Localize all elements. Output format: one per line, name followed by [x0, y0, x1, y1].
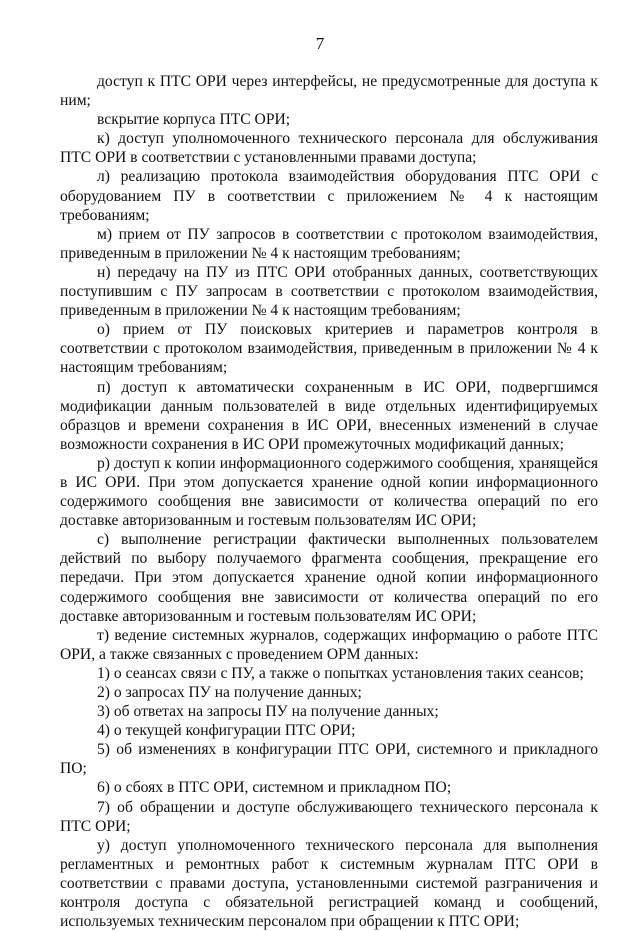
paragraph-access-interfaces: доступ к ПТС ОРИ через интерфейсы, не предусмотренные для доступа к ним;: [60, 73, 598, 110]
list-item-1: 1) о сеансах связи с ПУ, а также о попытках установления таких сеансов;: [97, 664, 584, 682]
paragraph-item-r: р) доступ к копии информационного содержимого сообщения, хранящейся в ИС ОРИ. При этом допускается хранение одной копии информационного содержимого сообщения вне зависимости от количества операций по его доставке авторизованным и гостевым пользователям ИС ОРИ;: [60, 454, 598, 530]
list-item-7: 7) об обращении и доступе обслуживающего технического персонала к ПТС ОРИ;: [60, 798, 598, 835]
list-item-6: 6) о сбоях в ПТС ОРИ, системном и прикладном ПО;: [97, 779, 452, 797]
paragraph-item-l: л) реализацию протокола взаимодействия оборудования ПТС ОРИ с оборудованием ПУ в соответствии с приложением № 4 к настоящим требованиям;: [60, 168, 598, 224]
page-number: 7: [315, 34, 325, 53]
paragraph-case-opening: вскрытие корпуса ПТС ОРИ;: [97, 111, 291, 129]
paragraph-item-n: н) передачу на ПУ из ПТС ОРИ отобранных данных, соответствующих поступившим с ПУ запросам в соответствии с протоколом взаимодействия, приведенным в приложении № 4 к настоящим требованиям;: [60, 263, 598, 320]
paragraph-item-p: п) доступ к автоматически сохраненным в ИС ОРИ, подвергшимся модификации данным пользователей в виде отдельных идентифицируемых образцов и времени сохранения в ИС ОРИ, внесенных изменений в случае возможности сохранения в ИС ОРИ промежуточных модификаций данных;: [60, 378, 598, 453]
paragraph-item-u: у) доступ уполномоченного технического персонала для выполнения регламентных и ремонтных работ к системным журналам ПТС ОРИ в соответствии с правами доступа, установленными системой разграничения и контроля доступа с обязательной регистрацией команд и сообщений, используемых техническим персоналом при обращении к ПТС ОРИ;: [60, 836, 598, 931]
document-body: [60, 72, 598, 931]
paragraph-item-t: т) ведение системных журналов, содержащих информацию о работе ПТС ОРИ, а также связанных с проведением ОРМ данных:: [60, 626, 598, 663]
list-item-3: 3) об ответах на запросы ПУ на получение данных;: [97, 703, 439, 721]
paragraph-item-k: к) доступ уполномоченного технического персонала для обслуживания ПТС ОРИ в соответствии с установленными правами доступа;: [60, 130, 598, 167]
paragraph-item-m: м) прием от ПУ запросов в соответствии с протоколом взаимодействия, приведенным в приложении № 4 к настоящим требованиям;: [60, 225, 598, 262]
paragraph-item-s: с) выполнение регистрации фактически выполненных пользователем действий по выбору получаемого фрагмента сообщения, прекращение его передачи. При этом допускается хранение одной копии информационного содержимого сообщения вне зависимости от количества операций по его доставке авторизованным и гостевым пользователям ИС ОРИ;: [60, 531, 598, 625]
list-item-5: 5) об изменениях в конфигурации ПТС ОРИ, системного и прикладного ПО;: [60, 741, 598, 778]
paragraph-item-o: о) прием от ПУ поисковых критериев и параметров контроля в соответствии с протоколом взаимодействия, приведенным в приложении № 4 к настоящим требованиям;: [60, 321, 598, 377]
list-item-2: 2) о запросах ПУ на получение данных;: [97, 684, 362, 701]
list-item-4: 4) о текущей конфигурации ПТС ОРИ;: [97, 722, 356, 740]
